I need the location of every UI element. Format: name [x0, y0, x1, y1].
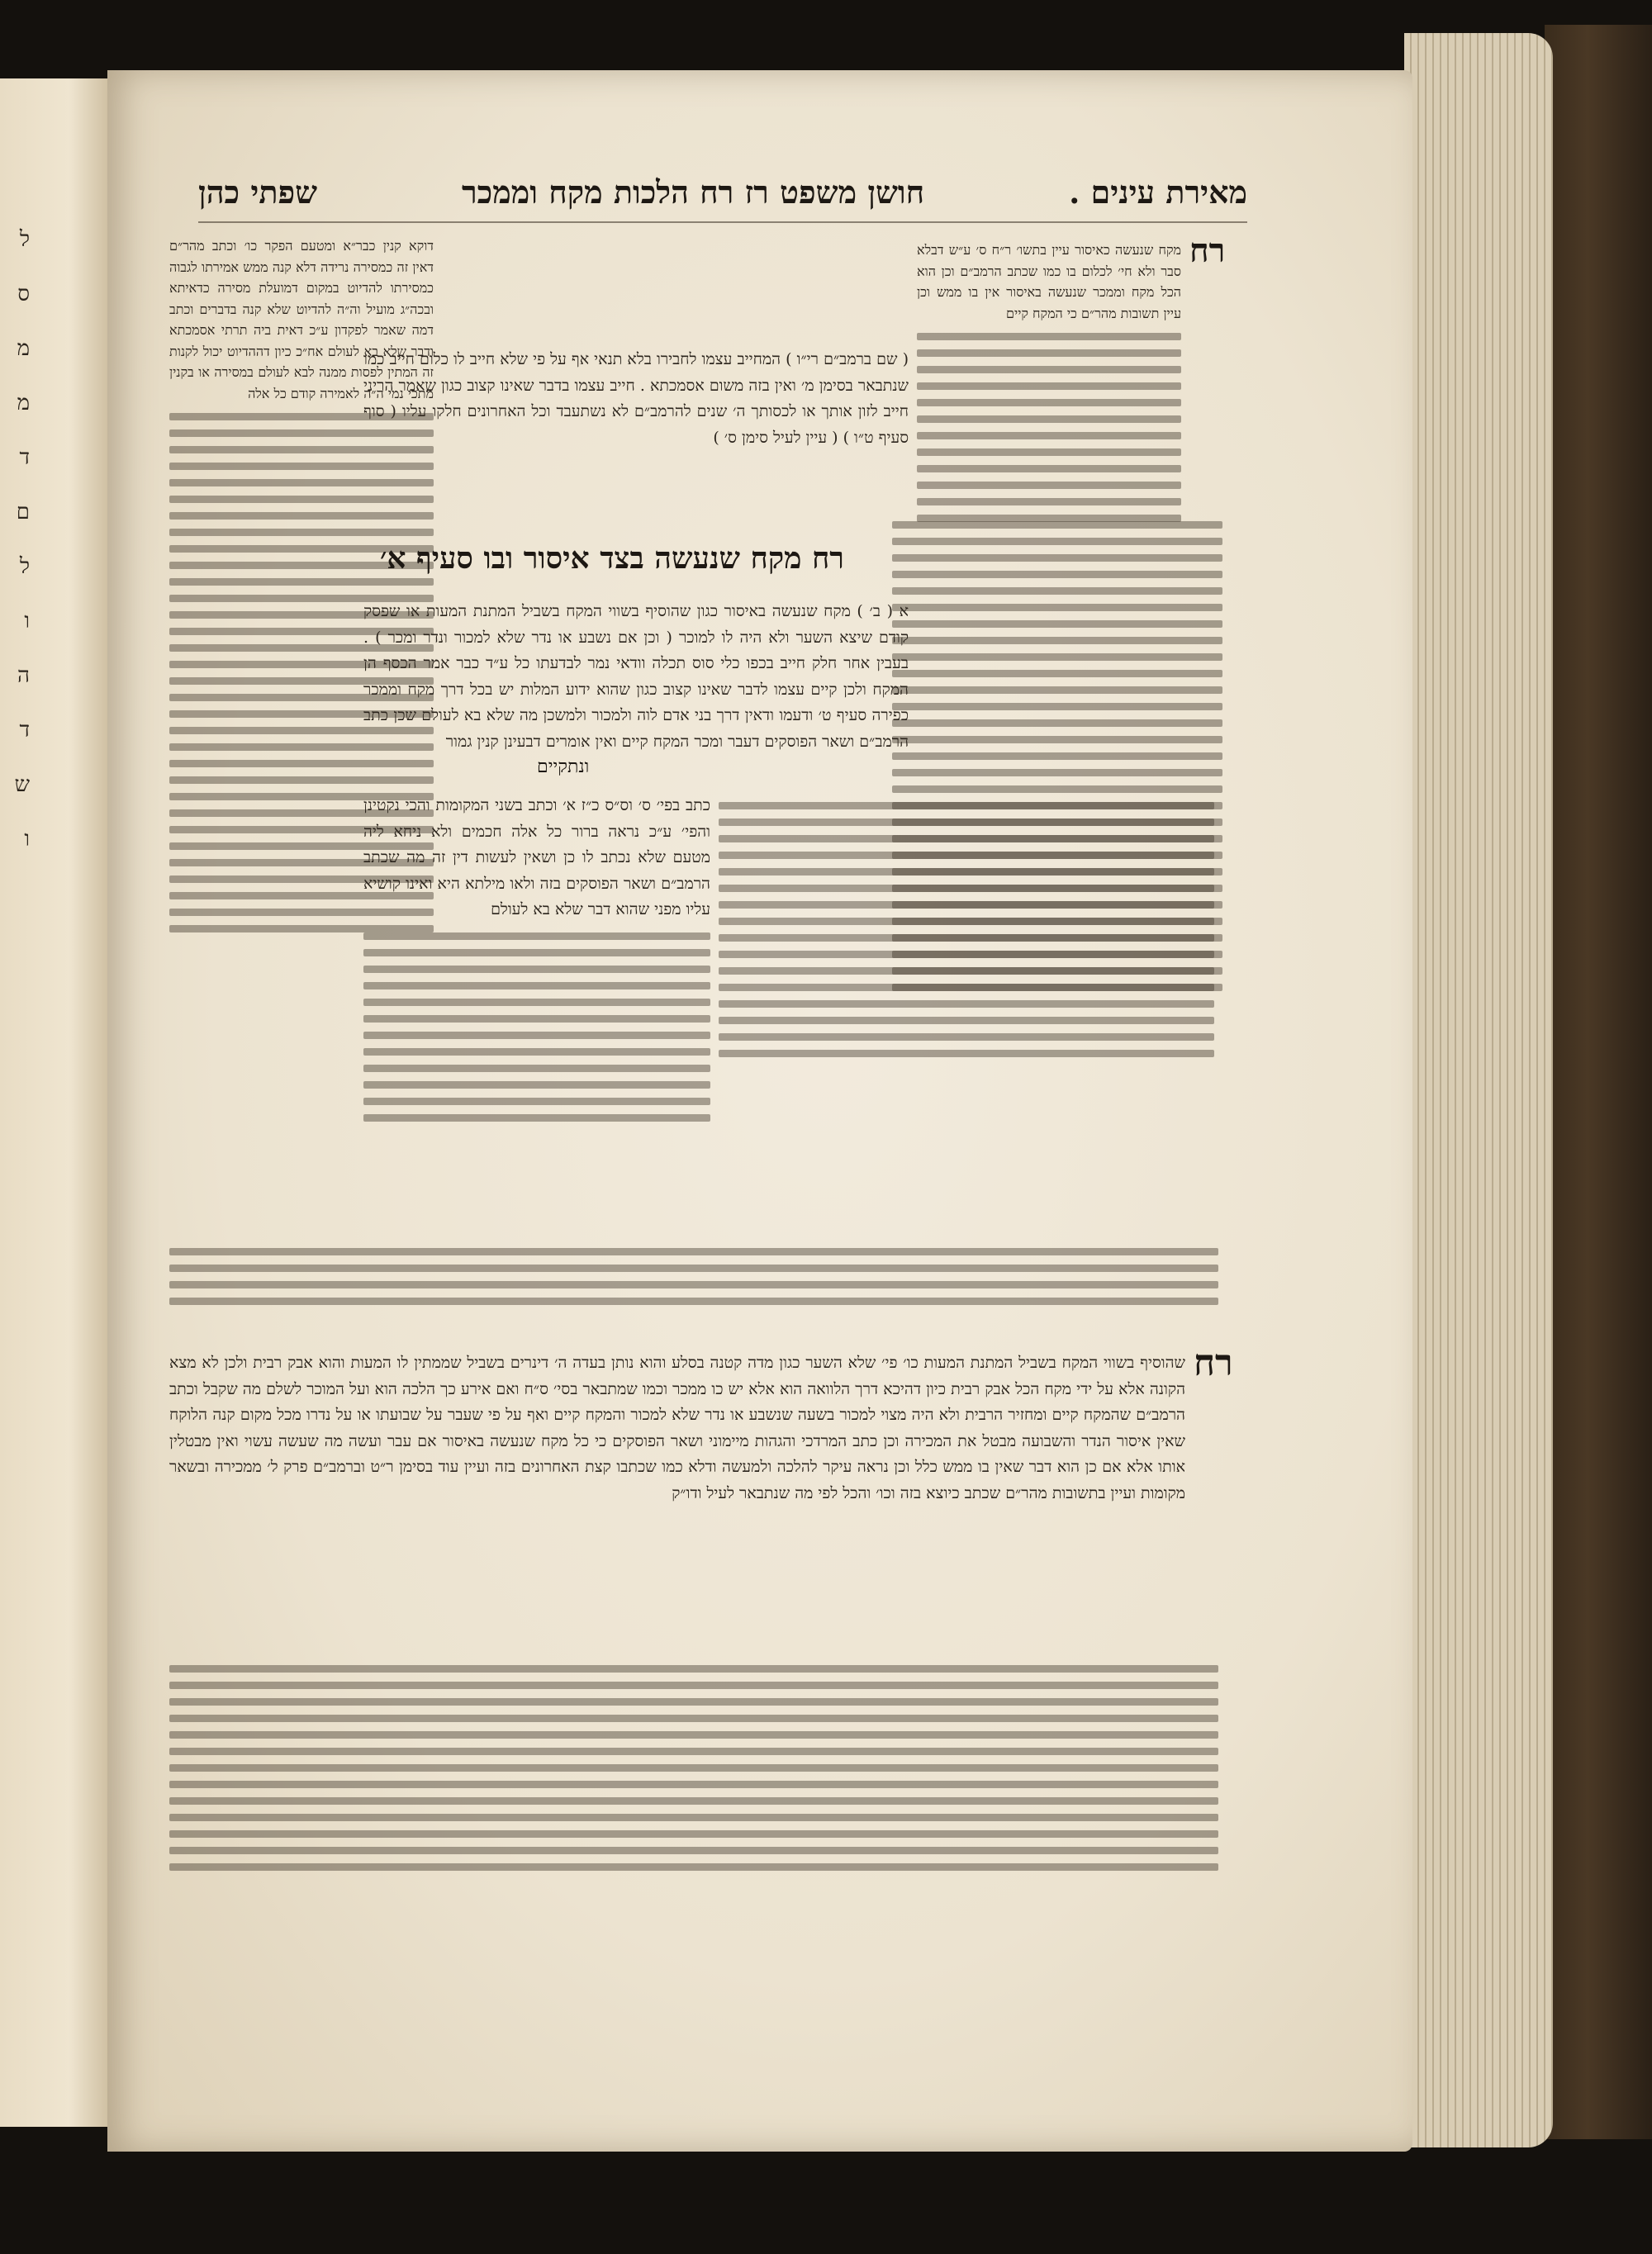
section-note: ונתקיים	[537, 757, 590, 777]
commentary-left-text: דוקא קנין כבר״א ומטעם הפקר כו׳ וכתב מהר״ם דאין זה כמסירה נרידה דלא קנה ממש אמירתו לגבוה כמסירתו להדיוט במקום דמועלת מסירה כדאיתא ובכה״ג מועיל וה״ה להדיוט שלא קנה בדברים וכתב דמה שאמר לפקדון ע״כ דאית ביה תרתי אסמכתא ודבר שלא בא לעולם אח״כ כיון דההדיוט יכול לקנות זה המתין לפסות ממנה לבא לעולם במסירה או בקנין מתכי נמי ה״ה לאמירה קודם כל אלה	[169, 238, 434, 401]
header-rule	[198, 221, 1247, 223]
left-facing-page	[0, 78, 116, 2127]
lower-commentary-text: שהוסיף בשווי המקח בשביל המתנת המעות כו׳ פי׳ שלא השער כגון מדה קטנה בסלע והוא נותן בעדה ה׳ דינרים בשביל שממתין לו המעות והוא אבק רבית ולכן לא מצא הקונה אלא על ידי מקח הכל אבק רבית כיון דהיכא דרך הלוואה הוא אלא יש כו ממכר וכמו שמתבאר בסי׳ ס״ח ואם אירע כך הלכה הוא ועל המוכר לשלם מה שקבל וכתב הרמב״ם שהמקח קיים ומחזיר הרבית ולא היה מצוי למכור בשעה שנשבע או נדר שלא למכור והמקח קיים ואף על פי שעבר על שבועתו או על נדרו מכל מקום קנה הלוקח שאין איסור הנדר והשבועה מבטל את המכירה וכן כתב המרדכי והגהות מיימוני ושאר הפוסקים כי כל מקח שנעשה באיסור אם עבר ועשה מה שעשה עשוי ואין מבטלין אותו אלא אם כן הוא דבר שאין בו ממש כלל וכן נראה עיקר להלכה ולמעשה ודלא כמו שכתבו קצת האחרונים בזה ועיין עוד בסימן ר״ט וברמב״ם פרק ל׳ ממכירה ובשאר מקומות ועיין בתשובות מהר״ם שכתב כיוצא בזה וכו׳ והכל לפי מה שנתבאר לעיל ודו״ק	[169, 1354, 1185, 1502]
lower-section-marker: רח	[1194, 1342, 1233, 1384]
full-width-bridge	[169, 1239, 1218, 1342]
middle-right-block	[719, 793, 1214, 1198]
top-middle-text: ( שם ברמב״ם רי״ו ) המחייב עצמו לחבירו בלא תנאי אף על פי שלא חייב לו כלום חייב כמו שנתבאר בסימן מ׳ ואין בזה משום אסמכתא . חייב עצמו בדבר שאינו קצוב כגון שאמר הריני חייב לזון אותך או לכסותך ה׳ שנים להרמב״ם לא נשתעבד וכל האחרונים חלקו עליו ( סוף סעיף ט״ו ) ( עיין לעיל סימן ס׳ )	[363, 350, 909, 447]
running-head	[198, 173, 1247, 211]
book-cover-edge	[1545, 25, 1652, 2139]
commentary-right-text: מקח שנעשה כאיסור עיין בתשו׳ ר״ח ס׳ ע״ש דבלא סבר ולא חי׳ לכלום בו כמו שכתב הרמב״ם וכן הוא הכל מקח וממכר שנעשה באיסור אין בו ממש וכן עיין תשובות מהר״ם כי המקח קיים	[917, 242, 1181, 321]
section-heading: רח מקח שנעשה בצד איסור ובו סעיף א׳	[380, 541, 844, 576]
main-paragraph-text: א ( ב׳ ) מקח שנעשה באיסור כגון שהוסיף בשווי המקח בשביל המתנת המעות או שפסק קודם שיצא השער ולא היה לו למוכר ( וכן אם נשבע או נדר שלא למכור ונדר ומכר ) . בעבין אחר חלק חייב בכפו כלי סוס תכלה וודאי נמר לבדעתו כל ע״ד כבר אמר הכסף הן המקח ולכן קיים עצמו לדבר שאינו קצוב כגון שהוא ידוע המלות יש בכל דרך מקח וממכר כפירה סעיף ט׳ ודעמו ודאין דרך בני אדם לוה ולמכור ולמשכן מה שלא בא לעולם שכן כתב הרמב״ם ושאר הפוסקים דעבר ומכר המקח קיים ואין אומרים דבעינן קנין גמור	[363, 602, 909, 751]
running-head-center: חושן משפט רז רח הלכות מקח וממכר	[462, 173, 925, 211]
lower-commentary-cont	[169, 1656, 1218, 2011]
main-paragraph	[363, 599, 909, 756]
section-marker: רח	[1189, 231, 1226, 270]
middle-left-text: כתב בפי׳ ס׳ וס״ס כ״ז א׳ וכתב בשני המקומות והכי נקטינן והפי׳ ע״כ נראה ברור כל אלה חכמים ולא ניחא ליה מטעם שלא נכתב לו כן ושאין לעשות דין זה מה שכתב הרמב״ם ושאר הפוסקים בזה ולאו מילתא היא ואינו קושיא עליו מפני שהוא דבר שלא בא לעולם	[363, 796, 710, 918]
left-page-letters: ל ס מ מ ד ם ל ו ה ד ש ו	[14, 227, 30, 852]
running-head-left: מאירת עינים .	[1069, 173, 1247, 211]
page-edges	[1404, 33, 1553, 2147]
top-middle-block	[363, 347, 909, 562]
running-head-right: שפתי כהן	[198, 173, 318, 211]
middle-left-block	[363, 793, 710, 1239]
